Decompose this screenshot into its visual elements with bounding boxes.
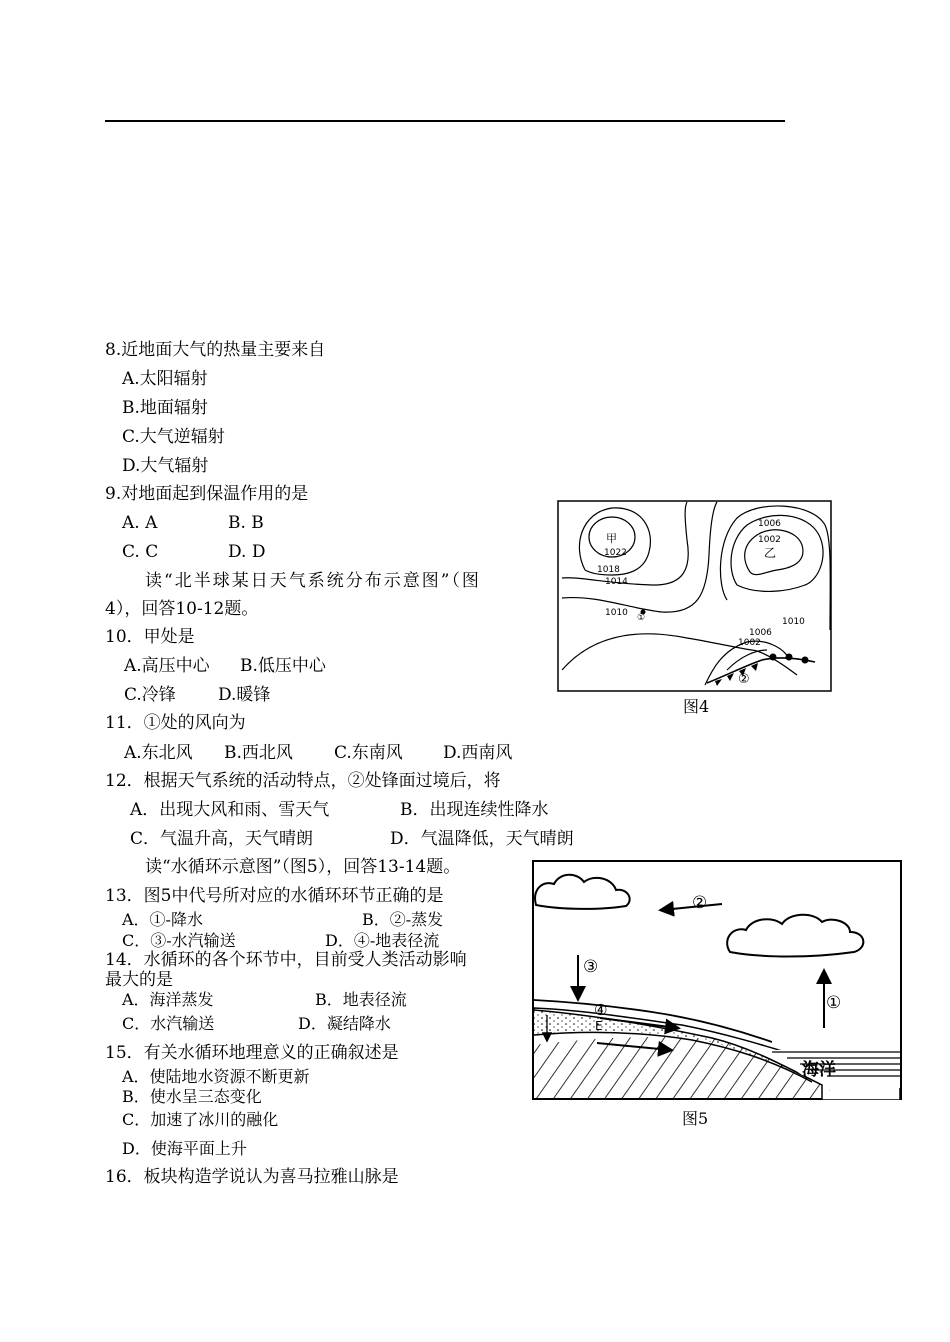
q12-stem: 12．根据天气系统的活动特点，②处锋面过境后，将 xyxy=(105,771,501,791)
q10-option-d: D.暖锋 xyxy=(218,685,271,705)
fig4-label-1022: 1022 xyxy=(604,548,627,558)
fig5-label-ocean: 海洋 xyxy=(802,1060,836,1080)
q15-option-c: C．加速了冰川的融化 xyxy=(122,1110,279,1129)
q12-option-b: B．出现连续性降水 xyxy=(400,800,549,820)
q14-option-b: B．地表径流 xyxy=(315,990,407,1009)
fig5-water-cycle xyxy=(532,860,902,1100)
fig4-intro-line1: 读“北半球某日天气系统分布示意图”（图 xyxy=(145,571,481,591)
fig4-weather-map xyxy=(557,500,832,692)
q15-option-d: D．使海平面上升 xyxy=(122,1139,247,1158)
fig4-label-1010-right: 1010 xyxy=(782,617,805,627)
fig5-intro: 读“水循环示意图”（图5），回答13-14题。 xyxy=(145,857,461,877)
fig4-label-1006-top: 1006 xyxy=(758,519,781,529)
q14-option-c: C．水汽输送 xyxy=(122,1014,215,1033)
q14-stem-line2: 最大的是 xyxy=(105,970,173,990)
fig4-intro-line2: 4），回答10-12题。 xyxy=(105,599,259,619)
fig4-marker-2: ② xyxy=(738,672,750,687)
q13-option-c: C．③-水汽输送 xyxy=(122,931,236,950)
q11-option-a: A.东北风 xyxy=(124,743,193,763)
fig4-label-1014: 1014 xyxy=(605,577,628,587)
q9-stem: 9.对地面起到保温作用的是 xyxy=(105,484,309,504)
q9-option-d: D. D xyxy=(228,542,266,562)
q15-option-b: B．使水呈三态变化 xyxy=(122,1087,262,1106)
q14-stem-line1: 14．水循环的各个环节中，目前受人类活动影响 xyxy=(105,950,467,970)
q15-stem: 15．有关水循环地理意义的正确叙述是 xyxy=(105,1043,399,1063)
q8-option-c: C.大气逆辐射 xyxy=(122,427,225,447)
q12-option-d: D．气温降低，天气晴朗 xyxy=(390,829,574,849)
fig4-label-jia: 甲 xyxy=(606,532,617,545)
fig4-label-1010-left: 1010 xyxy=(605,608,628,618)
q12-option-c: C．气温升高，天气晴朗 xyxy=(130,829,314,849)
fig4-label-1018: 1018 xyxy=(597,565,620,575)
q11-option-d: D.西南风 xyxy=(443,743,513,763)
q13-stem: 13．图5中代号所对应的水循环环节正确的是 xyxy=(105,886,444,906)
q16-stem: 16．板块构造学说认为喜马拉雅山脉是 xyxy=(105,1167,399,1187)
fig4-caption: 图4 xyxy=(683,697,710,716)
q10-option-b: B.低压中心 xyxy=(240,656,326,676)
fig5-label-3: ③ xyxy=(583,957,599,977)
q8-option-d: D.大气辐射 xyxy=(122,456,209,476)
q9-option-a: A. A xyxy=(122,513,158,533)
q11-stem: 11．①处的风向为 xyxy=(105,713,246,733)
q10-option-a: A.高压中心 xyxy=(124,656,210,676)
fig4-label-1002-front: 1002 xyxy=(738,638,761,648)
q14-option-d: D．凝结降水 xyxy=(298,1014,391,1033)
fig4-label-1002-top: 1002 xyxy=(758,535,781,545)
fig4-label-1006-front: 1006 xyxy=(749,628,772,638)
fig5-label-4: ④ xyxy=(594,1001,608,1019)
q11-option-c: C.东南风 xyxy=(334,743,403,763)
q9-option-c: C. C xyxy=(122,542,159,562)
q11-option-b: B.西北风 xyxy=(224,743,293,763)
q13-option-a: A．①-降水 xyxy=(122,910,203,929)
q10-stem: 10．甲处是 xyxy=(105,627,195,647)
fig5-label-2: ② xyxy=(692,893,708,913)
fig4-label-yi: 乙 xyxy=(764,546,777,560)
fig5-caption: 图5 xyxy=(682,1109,709,1128)
q8-option-a: A.太阳辐射 xyxy=(122,369,208,389)
fig5-label-e: E xyxy=(595,1019,603,1033)
q14-option-a: A．海洋蒸发 xyxy=(122,990,214,1009)
q12-option-a: A．出现大风和雨、雪天气 xyxy=(130,800,330,820)
q15-option-a: A．使陆地水资源不断更新 xyxy=(122,1067,310,1086)
q8-stem: 8.近地面大气的热量主要来自 xyxy=(105,340,326,360)
header-rule xyxy=(105,120,785,122)
q10-option-c: C.冷锋 xyxy=(124,685,176,705)
q9-option-b: B. B xyxy=(228,513,264,533)
fig5-label-1: ① xyxy=(826,993,842,1013)
q8-option-b: B.地面辐射 xyxy=(122,398,208,418)
q13-option-b: B．②-蒸发 xyxy=(362,910,444,929)
fig4-marker-1: ① xyxy=(637,613,646,623)
q13-option-d: D．④-地表径流 xyxy=(325,931,440,950)
